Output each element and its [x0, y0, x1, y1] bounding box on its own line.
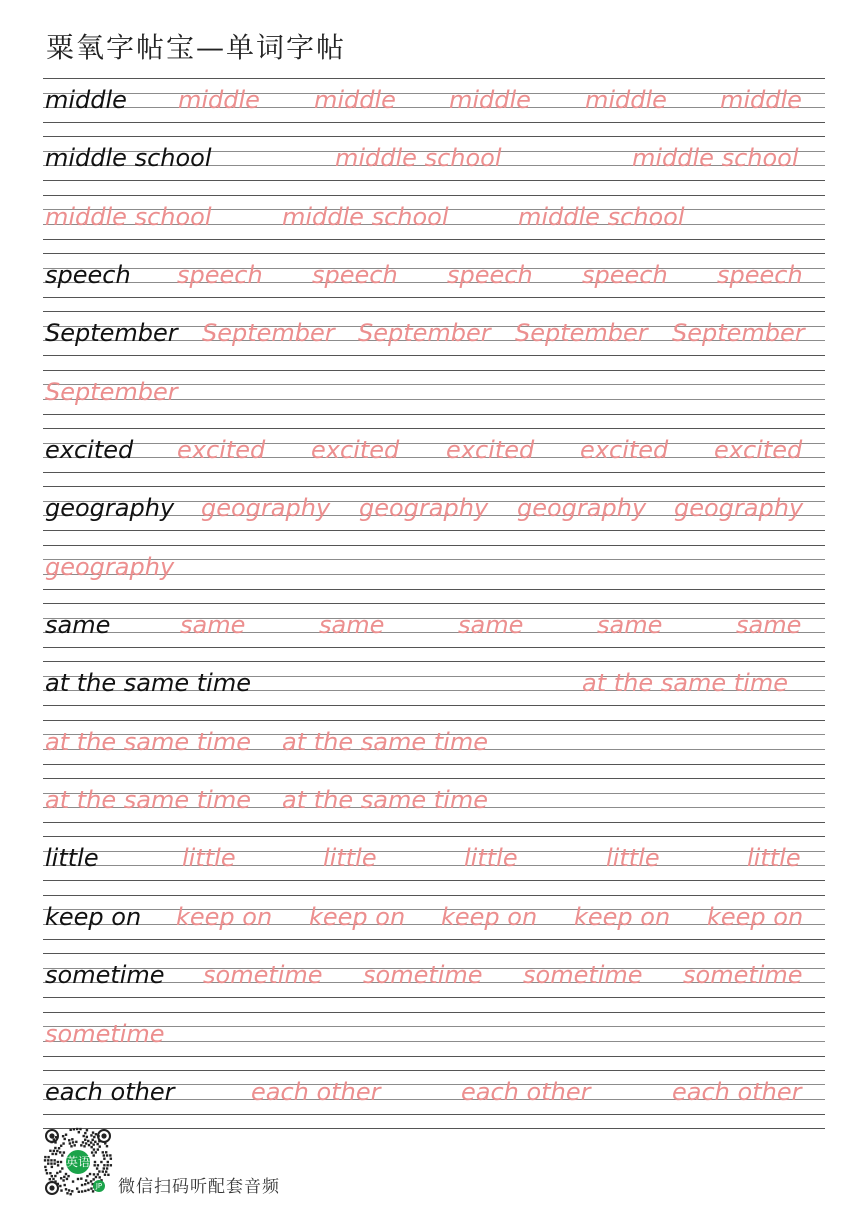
model-word: geography — [45, 494, 175, 523]
ruling-line — [43, 297, 825, 298]
model-word: keep on — [45, 902, 142, 931]
ruling-line — [43, 311, 825, 312]
trace-word: September — [515, 319, 648, 348]
trace-word: excited — [714, 436, 803, 465]
practice-row — [43, 486, 825, 544]
qr-dot — [110, 1164, 112, 1166]
ruling-line — [43, 1114, 825, 1115]
qr-dot — [59, 1170, 61, 1172]
qr-dot — [47, 1162, 49, 1164]
ruling-line — [43, 895, 825, 896]
qr-dot — [68, 1139, 70, 1141]
qr-dot — [62, 1135, 64, 1137]
qr-dot — [93, 1154, 95, 1156]
qr-dot — [65, 1188, 67, 1190]
ruling-line — [43, 180, 825, 181]
qr-dot — [93, 1136, 95, 1138]
qr-dot — [51, 1166, 53, 1168]
qr-dot — [78, 1131, 80, 1133]
qr-dot — [73, 1128, 75, 1130]
qr-dot — [63, 1176, 65, 1178]
qr-dot — [60, 1145, 62, 1147]
ruling-line — [43, 778, 825, 779]
qr-dot — [86, 1129, 88, 1131]
ruling-line — [43, 530, 825, 531]
trace-word: middle school — [282, 202, 449, 231]
qr-dot — [107, 1174, 109, 1176]
qr-dot — [84, 1132, 86, 1134]
trace-word: September — [45, 377, 178, 406]
model-word: at the same time — [45, 669, 251, 698]
qr-dot — [90, 1146, 92, 1148]
qr-dot — [81, 1190, 83, 1192]
qr-dot — [71, 1138, 73, 1140]
qr-dot — [69, 1129, 71, 1131]
qr-dot — [49, 1172, 51, 1174]
trace-word: sometime — [203, 961, 323, 990]
trace-word: at the same time — [282, 727, 488, 756]
trace-word: September — [202, 319, 335, 348]
qr-dot — [69, 1142, 71, 1144]
trace-word: same — [180, 611, 246, 640]
qr-dot — [82, 1141, 84, 1143]
trace-word: keep on — [176, 902, 273, 931]
model-word: middle school — [45, 144, 212, 173]
trace-word: same — [736, 611, 802, 640]
qr-dot — [103, 1167, 105, 1169]
qr-dot — [63, 1151, 65, 1153]
qr-dot — [56, 1150, 58, 1152]
practice-row — [43, 253, 825, 311]
trace-word: little — [464, 844, 518, 873]
trace-word: September — [358, 319, 491, 348]
ruling-line — [43, 647, 825, 648]
model-word: excited — [45, 436, 134, 465]
model-word: September — [45, 319, 178, 348]
qr-dot — [49, 1178, 51, 1180]
qr-dot — [86, 1136, 88, 1138]
qr-dot — [104, 1174, 106, 1176]
qr-code-icon[interactable] — [42, 1126, 114, 1198]
trace-word: speech — [582, 261, 668, 290]
trace-word: geography — [674, 494, 804, 523]
qr-dot — [97, 1164, 99, 1166]
practice-row — [43, 1070, 825, 1128]
ruling-line — [43, 618, 825, 619]
ruling-line — [43, 370, 825, 371]
page-title: 粟氧字帖宝—单词字帖 — [46, 31, 347, 64]
practice-row — [43, 953, 825, 1011]
trace-word: sometime — [523, 961, 643, 990]
model-word: sometime — [45, 961, 165, 990]
qr-dot — [86, 1175, 88, 1177]
qr-dot — [106, 1145, 108, 1147]
qr-dot — [93, 1148, 95, 1150]
trace-word: at the same time — [45, 727, 251, 756]
qr-dot — [98, 1170, 100, 1172]
qr-dot — [87, 1182, 89, 1184]
trace-word: middle school — [335, 144, 502, 173]
trace-word: speech — [717, 261, 803, 290]
qr-dot — [53, 1162, 55, 1164]
qr-dot — [105, 1151, 107, 1153]
qr-dot — [95, 1176, 97, 1178]
ruling-line — [43, 414, 825, 415]
qr-dot — [72, 1141, 74, 1143]
practice-row — [43, 661, 825, 719]
qr-dot — [110, 1158, 112, 1160]
ruling-line — [43, 457, 825, 458]
ruling-line — [43, 822, 825, 823]
qr-dot — [96, 1167, 98, 1169]
ruling-line — [43, 953, 825, 954]
ruling-line — [43, 836, 825, 837]
qr-dot — [100, 1161, 102, 1163]
ruling-line — [43, 589, 825, 590]
trace-word: excited — [177, 436, 266, 465]
qr-dot — [61, 1167, 63, 1169]
ruling-line — [43, 1012, 825, 1013]
trace-word: middle — [449, 86, 531, 114]
qr-dot — [77, 1178, 79, 1180]
qr-dot — [90, 1180, 92, 1182]
practice-row — [43, 836, 825, 894]
qr-dot — [69, 1193, 71, 1195]
trace-word: keep on — [309, 902, 406, 931]
qr-dot — [95, 1133, 97, 1135]
qr-dot — [103, 1154, 105, 1156]
trace-word: little — [182, 844, 236, 873]
trace-word: speech — [447, 261, 533, 290]
qr-corner-label: JP — [95, 1182, 103, 1190]
qr-dot — [44, 1159, 46, 1161]
practice-row — [43, 136, 825, 194]
ruling-line — [43, 880, 825, 881]
qr-dot — [50, 1162, 52, 1164]
qr-dot — [87, 1140, 89, 1142]
qr-dot — [106, 1154, 108, 1156]
qr-dot — [89, 1173, 91, 1175]
scan-for-audio-text: 微信扫码听配套音频 — [118, 1177, 280, 1197]
practice-row — [43, 545, 825, 603]
trace-word: middle school — [632, 144, 799, 173]
qr-dot — [44, 1156, 46, 1158]
trace-word: keep on — [574, 902, 671, 931]
ruling-line — [43, 282, 825, 283]
trace-word: middle school — [518, 202, 685, 231]
trace-word: each other — [461, 1077, 591, 1106]
qr-dot — [60, 1189, 62, 1191]
trace-word: middle — [178, 86, 260, 114]
qr-dot — [106, 1167, 108, 1169]
qr-dot — [84, 1190, 86, 1192]
qr-dot — [72, 1180, 74, 1182]
trace-word: excited — [446, 436, 535, 465]
trace-word: keep on — [441, 902, 538, 931]
qr-dot — [47, 1156, 49, 1158]
trace-word: at the same time — [282, 786, 488, 815]
practice-row — [43, 1012, 825, 1070]
ruling-line — [43, 122, 825, 123]
practice-row — [43, 778, 825, 836]
qr-dot — [65, 1173, 67, 1175]
qr-dot — [60, 1161, 62, 1163]
qr-dot — [64, 1184, 66, 1186]
trace-word: at the same time — [45, 786, 251, 815]
qr-dot — [52, 1178, 54, 1180]
trace-word: same — [597, 611, 663, 640]
qr-dot — [92, 1190, 94, 1192]
qr-dot — [85, 1179, 87, 1181]
qr-dot — [64, 1138, 66, 1140]
qr-finder-center — [49, 1185, 54, 1190]
trace-word: each other — [672, 1077, 802, 1106]
qr-dot — [58, 1147, 60, 1149]
qr-dot — [56, 1172, 58, 1174]
qr-dot — [53, 1159, 55, 1161]
ruling-line — [43, 1070, 825, 1071]
ruling-line — [43, 661, 825, 662]
trace-word: sometime — [683, 961, 803, 990]
trace-word: same — [458, 611, 524, 640]
trace-word: little — [747, 844, 801, 873]
practice-row — [43, 428, 825, 486]
trace-word: each other — [251, 1077, 381, 1106]
practice-row — [43, 195, 825, 253]
qr-dot — [80, 1177, 82, 1179]
ruling-line — [43, 486, 825, 487]
ruling-line — [43, 107, 825, 108]
qr-dot — [76, 1187, 78, 1189]
model-word: middle — [45, 86, 127, 114]
practice-row — [43, 895, 825, 953]
ruling-line — [43, 705, 825, 706]
qr-dot — [62, 1142, 64, 1144]
qr-dot — [45, 1169, 47, 1171]
ruling-line — [43, 253, 825, 254]
qr-dot — [92, 1143, 94, 1145]
ruling-line — [43, 472, 825, 473]
ruling-line — [43, 939, 825, 940]
qr-dot — [71, 1190, 73, 1192]
ruling-line — [43, 78, 825, 79]
qr-dot — [102, 1170, 104, 1172]
qr-dot — [78, 1191, 80, 1193]
trace-word: geography — [517, 494, 647, 523]
qr-dot — [85, 1142, 87, 1144]
qr-dot — [88, 1144, 90, 1146]
trace-word: speech — [177, 261, 263, 290]
qr-dot — [57, 1161, 59, 1163]
trace-word: geography — [45, 552, 175, 581]
ruling-line — [43, 239, 825, 240]
ruling-line — [43, 545, 825, 546]
qr-dot — [84, 1183, 86, 1185]
ruling-line — [43, 764, 825, 765]
trace-word: little — [323, 844, 377, 873]
qr-dot — [54, 1175, 56, 1177]
ruling-line — [43, 1056, 825, 1057]
practice-row — [43, 78, 825, 136]
trace-word: middle — [720, 86, 802, 114]
practice-row — [43, 720, 825, 778]
qr-dot — [90, 1187, 92, 1189]
trace-word: little — [606, 844, 660, 873]
trace-word: September — [672, 319, 805, 348]
qr-dot — [55, 1153, 57, 1155]
qr-dot — [90, 1134, 92, 1136]
qr-finder-center — [49, 1133, 54, 1138]
qr-dot — [80, 1144, 82, 1146]
qr-dot — [105, 1170, 107, 1172]
qr-dot — [66, 1192, 68, 1194]
qr-dot — [79, 1128, 81, 1130]
trace-word: sometime — [45, 1019, 165, 1048]
trace-word: sometime — [363, 961, 483, 990]
qr-dot — [81, 1184, 83, 1186]
qr-dot — [82, 1135, 84, 1137]
qr-dot — [96, 1143, 98, 1145]
qr-dot — [94, 1161, 96, 1163]
qr-dot — [87, 1189, 89, 1191]
qr-dot — [47, 1159, 49, 1161]
qr-dot — [70, 1145, 72, 1147]
qr-dot — [60, 1177, 62, 1179]
qr-dot — [44, 1166, 46, 1168]
model-word: each other — [45, 1077, 175, 1106]
qr-dot — [61, 1154, 63, 1156]
practice-row — [43, 311, 825, 369]
qr-dot — [92, 1131, 94, 1133]
footer — [42, 1126, 442, 1198]
qr-dot — [76, 1128, 78, 1130]
trace-word: middle — [314, 86, 396, 114]
qr-dot — [54, 1147, 56, 1149]
ruling-line — [43, 865, 825, 866]
qr-dot — [65, 1134, 67, 1136]
trace-word: excited — [311, 436, 400, 465]
model-word: speech — [45, 261, 131, 290]
trace-word: same — [319, 611, 385, 640]
qr-dot — [62, 1179, 64, 1181]
qr-dot — [107, 1161, 109, 1163]
qr-dot — [103, 1158, 105, 1160]
trace-word: middle school — [45, 202, 212, 231]
qr-dot — [93, 1164, 95, 1166]
ruling-line — [43, 136, 825, 137]
qr-dot — [103, 1164, 105, 1166]
qr-dot — [75, 1141, 77, 1143]
copybook-sheet — [43, 78, 825, 1129]
trace-word: speech — [312, 261, 398, 290]
qr-dot — [83, 1145, 85, 1147]
qr-dot — [97, 1148, 99, 1150]
qr-dot — [68, 1189, 70, 1191]
ruling-line — [43, 720, 825, 721]
qr-dot — [53, 1150, 55, 1152]
qr-dot — [91, 1151, 93, 1153]
qr-dot — [90, 1141, 92, 1143]
ruling-line — [43, 268, 825, 269]
qr-dot — [94, 1141, 96, 1143]
trace-word: at the same time — [582, 669, 788, 698]
trace-word: keep on — [707, 902, 804, 931]
qr-dot — [99, 1145, 101, 1147]
qr-dot — [50, 1159, 52, 1161]
qr-dot — [57, 1164, 59, 1166]
qr-dot — [84, 1139, 86, 1141]
qr-dot — [97, 1173, 99, 1175]
qr-dot — [93, 1173, 95, 1175]
qr-dot — [66, 1178, 68, 1180]
ruling-line — [43, 851, 825, 852]
qr-finder-center — [101, 1133, 106, 1138]
practice-row — [43, 603, 825, 661]
trace-word: excited — [580, 436, 669, 465]
trace-word: geography — [201, 494, 331, 523]
ruling-line — [43, 355, 825, 356]
model-word: little — [45, 844, 99, 873]
ruling-line — [43, 93, 825, 94]
qr-dot — [59, 1185, 61, 1187]
model-word: same — [45, 611, 111, 640]
qr-dot — [46, 1172, 48, 1174]
trace-word: middle — [585, 86, 667, 114]
qr-dot — [92, 1178, 94, 1180]
ruling-line — [43, 195, 825, 196]
qr-dot — [106, 1164, 108, 1166]
ruling-line — [43, 443, 825, 444]
ruling-line — [43, 603, 825, 604]
qr-dot — [95, 1151, 97, 1153]
qr-dot — [91, 1139, 93, 1141]
qr-dot — [99, 1176, 101, 1178]
qr-dot — [102, 1151, 104, 1153]
qr-dot — [51, 1153, 53, 1155]
qr-dot — [67, 1175, 69, 1177]
qr-dot — [73, 1144, 75, 1146]
qr-dot — [109, 1154, 111, 1156]
qr-dot — [51, 1175, 53, 1177]
ruling-line — [43, 428, 825, 429]
qr-dot — [49, 1150, 51, 1152]
trace-word: geography — [359, 494, 489, 523]
qr-badge-label: 英语 — [65, 1155, 91, 1169]
ruling-line — [43, 632, 825, 633]
qr-dot — [59, 1151, 61, 1153]
practice-row — [43, 370, 825, 428]
ruling-line — [43, 997, 825, 998]
